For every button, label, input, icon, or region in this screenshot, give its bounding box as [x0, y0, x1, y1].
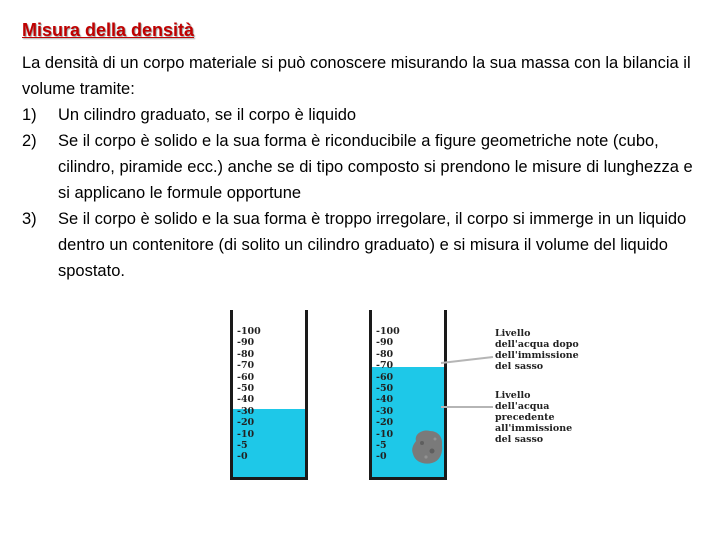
leader-line-after	[441, 357, 493, 363]
list-item-number: 3)	[22, 210, 37, 228]
scale-label: -70	[237, 360, 255, 372]
scale-label: -20	[237, 417, 255, 429]
scale-label: -100	[237, 326, 261, 337]
scale-label: -80	[376, 348, 394, 360]
scale-label: -100	[376, 326, 400, 337]
scale-label: -5	[237, 440, 248, 452]
body-text	[22, 50, 702, 284]
scale-label: -5	[376, 440, 387, 452]
list-item	[22, 128, 702, 206]
list-item-text: Se il corpo è solido e la sua forma è riconducibile a figure geometriche note (cubo, cilindro, piramide ecc.) anche se di tipo composto si prendono le misure di lunghezza e si applicano le formule opportune	[58, 132, 693, 202]
intro-paragraph: La densità di un corpo materiale si può conoscere misurando la sua massa con la bilancia il volume tramite:	[22, 54, 691, 98]
scale-label: -40	[376, 394, 394, 406]
method-list	[22, 102, 702, 284]
list-item-number: 2)	[22, 132, 37, 150]
list-item	[22, 102, 702, 128]
label-level-before: Livello dell'acqua precedente all'immissione del sasso	[495, 390, 573, 445]
scale-label: -90	[376, 337, 394, 349]
scale-label: -10	[376, 428, 394, 440]
scale-label: -80	[237, 348, 255, 360]
list-item-text: Un cilindro graduato, se il corpo è liquido	[58, 106, 357, 124]
label-level-after: Livello dell'acqua dopo dell'immissione del sasso	[495, 328, 579, 372]
list-item-number: 1)	[22, 106, 37, 124]
scale-label: -10	[237, 428, 255, 440]
scale-label: -70	[376, 360, 394, 372]
scale-label: -50	[237, 383, 255, 395]
scale-label: -0	[237, 451, 248, 463]
scale-label: -0	[376, 451, 387, 463]
scale-label: -60	[376, 371, 394, 383]
scale-label: -30	[237, 405, 255, 417]
scale-label: -40	[237, 394, 255, 406]
displacement-figure	[225, 310, 605, 535]
list-item	[22, 206, 702, 284]
scale-label: -20	[376, 417, 394, 429]
scale-label: -50	[376, 383, 394, 395]
slide-title: Misura della densità	[22, 20, 195, 40]
list-item-text: Se il corpo è solido e la sua forma è troppo irregolare, il corpo si immerge in un liquido dentro un contenitore (di solito un cilindro graduato) e si misura il volume del liquido spostato.	[58, 210, 687, 280]
scale-label: -30	[376, 405, 394, 417]
scale-label: -90	[237, 337, 255, 349]
scale-label: -60	[237, 371, 255, 383]
